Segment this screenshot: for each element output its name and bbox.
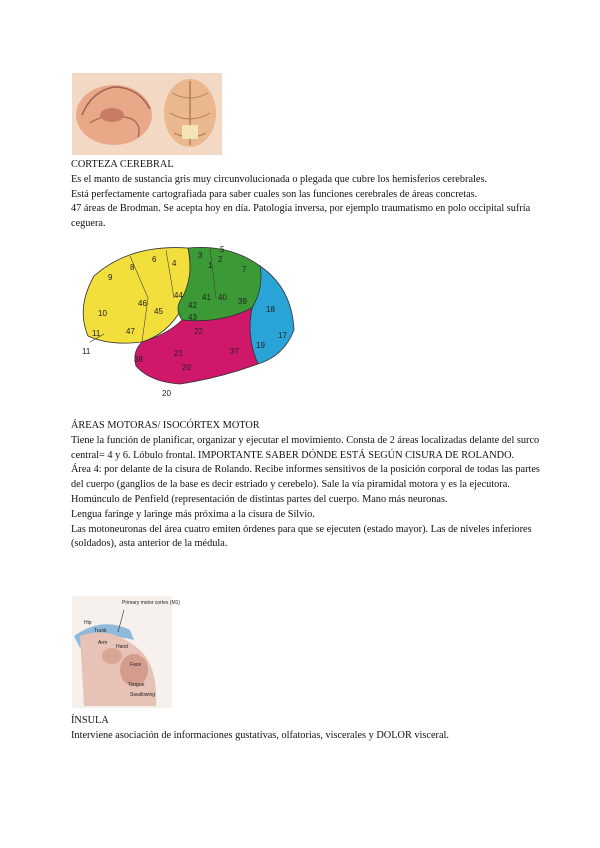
- brodmann-area-label: 9: [108, 273, 113, 282]
- corteza-paragraph-2: Está perfectamente cartografiada para saber cuales son las funciones cerebrales de áreas concretas.: [71, 188, 478, 200]
- brodmann-area-label: 45: [154, 307, 163, 316]
- brain-views-image: [72, 73, 222, 155]
- brodmann-area-label: 40: [218, 293, 227, 302]
- brodmann-area-label: 1: [208, 261, 213, 270]
- motoras-paragraph-1: Tiene la función de planificar, organizar y ejecutar el movimiento. Consta de 2 áreas localizadas delante del surco central= 4 y 6. Lóbulo frontal. IMPORTANTE SABER DÓNDE ESTÁ SEGÚN CISURA DE ROLANDO.: [71, 434, 540, 461]
- insula-title: ÍNSULA: [71, 715, 109, 726]
- brodmann-area-label: 44: [174, 291, 183, 300]
- pointer-label: 11: [82, 347, 91, 356]
- brodmann-area-label: 42: [188, 301, 197, 310]
- brodmann-area-label: 43: [188, 313, 197, 322]
- brodmann-area-label: 21: [174, 349, 183, 358]
- brodmann-area-label: 11: [92, 329, 101, 338]
- homunculus-part-label: Tongue: [128, 682, 145, 688]
- homunculus-part-label: Hip: [84, 620, 92, 626]
- brodmann-area-label: 18: [266, 305, 275, 314]
- motoras-paragraph-5: Las motoneuronas del área cuatro emiten órdenes para que se ejecuten (estado mayor). Las de niveles inferiores (soldados), asta anterior de la médula.: [71, 523, 532, 550]
- brodmann-area-label: 5: [220, 245, 225, 254]
- brodmann-area-label: 7: [242, 265, 247, 274]
- brodmann-area-label: 8: [130, 263, 135, 272]
- brodmann-area-label: 3: [198, 251, 203, 260]
- homunculus-image: [72, 596, 181, 708]
- homunculus-part-label: Face: [130, 662, 142, 668]
- corteza-section: [71, 158, 541, 232]
- motoras-paragraph-4: Lengua faringe y laringe más próxima a la cisura de Silvio.: [71, 508, 315, 520]
- motoras-title: ÁREAS MOTORAS/ ISOCÓRTEX MOTOR: [71, 420, 260, 431]
- brodmann-area-label: 37: [230, 347, 239, 356]
- motoras-section: [71, 419, 541, 552]
- bottom-label: 20: [162, 389, 171, 398]
- brodmann-area-label: 19: [256, 341, 265, 350]
- brodmann-area-label: 17: [278, 331, 287, 340]
- corteza-paragraph-1: Es el manto de sustancia gris muy circunvolucionada o plegada que cubre los hemisferios cerebrales.: [71, 173, 488, 185]
- homunculus-caption: Primary motor cortex (M1): [122, 600, 181, 606]
- brodmann-area-label: 47: [126, 327, 135, 336]
- homunculus-part-label: Hand: [116, 644, 128, 650]
- corteza-title: CORTEZA CEREBRAL: [71, 159, 174, 170]
- brodmann-areas-map: [70, 238, 298, 400]
- brodmann-area-label: 41: [202, 293, 211, 302]
- brodmann-area-label: 20: [182, 363, 191, 372]
- homunculus-part-label: Trunk: [94, 628, 107, 634]
- motoras-paragraph-2: Área 4: por delante de la cisura de Rolando. Recibe informes sensitivos de la posición corporal de todas las partes del cuerpo (ganglios de la base es decir estriado y cerebelo). Sale la vía piramidal motora y es la ejecutora.: [71, 464, 540, 491]
- homunculus-part-label: Arm: [98, 640, 108, 646]
- brodmann-area-label: 38: [134, 355, 143, 364]
- brodmann-area-label: 4: [172, 259, 177, 268]
- homunculus-part-label: Swallowing: [130, 692, 156, 698]
- corteza-paragraph-3: 47 áreas de Brodman. Se acepta hoy en día. Patología inversa, por ejemplo traumatismo en polo occipital sufría ceguera.: [71, 203, 531, 230]
- brodmann-area-label: 2: [218, 255, 223, 264]
- brodmann-area-label: 39: [238, 297, 247, 306]
- brodmann-area-label: 46: [138, 299, 147, 308]
- brodmann-area-label: 10: [98, 309, 107, 318]
- insula-section: [71, 714, 541, 744]
- insula-paragraph-1: Interviene asociación de informaciones gustativas, olfatorias, viscerales y DOLOR visceral.: [71, 729, 449, 741]
- brodmann-area-label: 22: [194, 327, 203, 336]
- brodmann-area-label: 6: [152, 255, 157, 264]
- motoras-paragraph-3: Homúnculo de Penfield (representación de distintas partes del cuerpo. Mano más neuronas.: [71, 493, 448, 505]
